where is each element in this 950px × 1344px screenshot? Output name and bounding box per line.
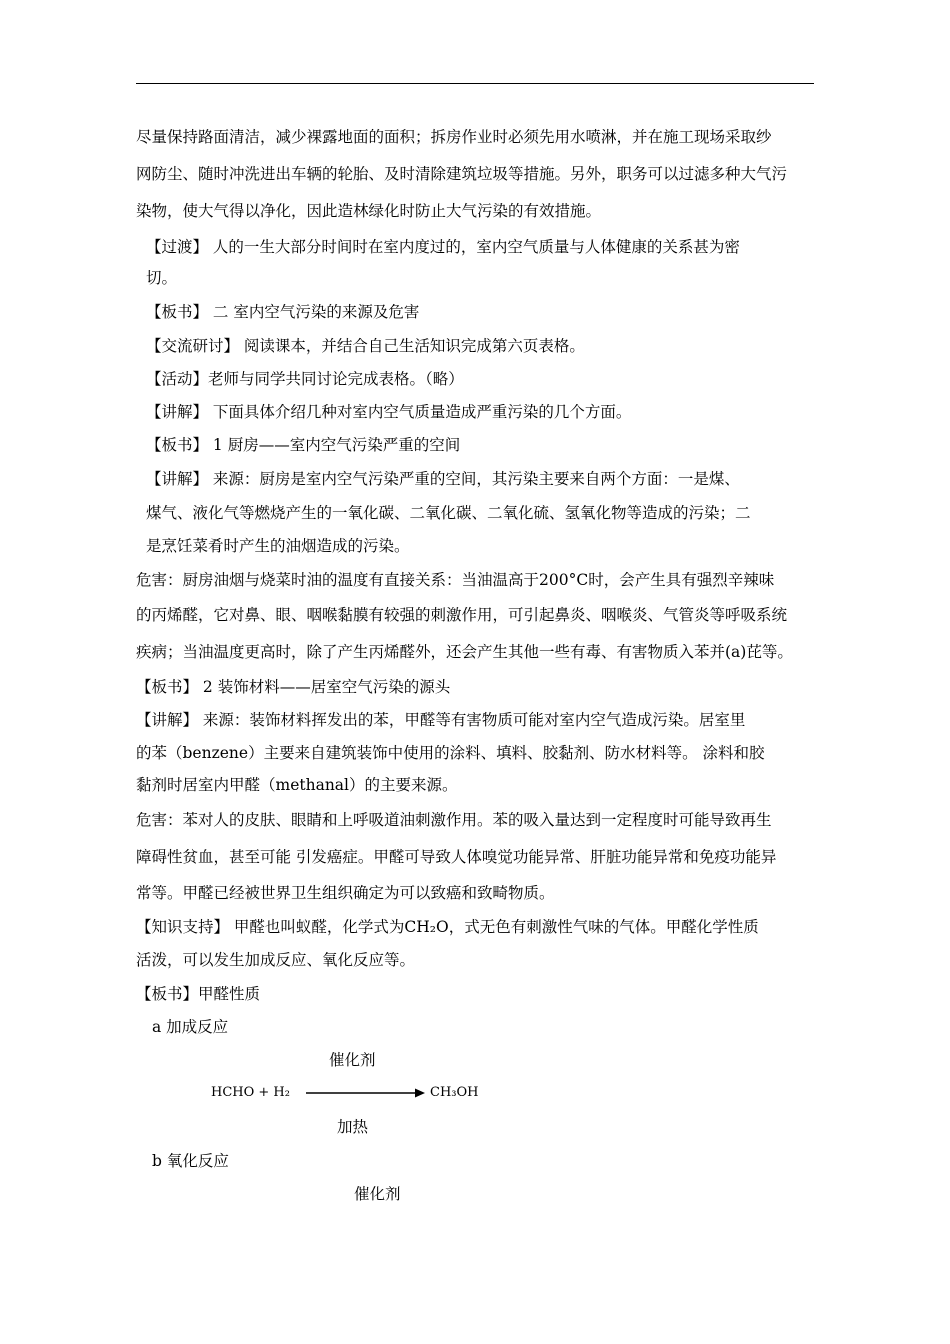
paragraph-line: 【板书】 2 装饰材料——居室空气污染的源头 bbox=[136, 678, 451, 696]
paragraph-line: 是烹饪菜肴时产生的油烟造成的污染。 bbox=[146, 537, 410, 555]
paragraph-line: 危害：苯对人的皮肤、眼睛和上呼吸道油刺激作用。苯的吸入量达到一定程度时可能导致再生 bbox=[136, 811, 772, 829]
reaction-a-label: a 加成反应 bbox=[152, 1018, 229, 1036]
reaction-a-condition: 加热 bbox=[337, 1118, 369, 1136]
paragraph-line: 的苯（benzene）主要来自建筑装饰中使用的涂料、填料、胶黏剂、防水材料等。 涂料和胶 bbox=[136, 744, 765, 762]
paragraph-line: 【过渡】 人的一生大部分时间时在室内度过的，室内空气质量与人体健康的关系甚为密 bbox=[146, 238, 740, 256]
paragraph-line: 切。 bbox=[146, 269, 178, 287]
reaction-a-catalyst: 催化剂 bbox=[329, 1051, 376, 1069]
paragraph-line: 煤气、液化气等燃烧产生的一氧化碳、二氧化碳、二氧化硫、氢氧化物等造成的污染；二 bbox=[146, 504, 751, 522]
paragraph-line: 【讲解】 来源：厨房是室内空气污染严重的空间，其污染主要来自两个方面：一是煤、 bbox=[146, 470, 740, 488]
paragraph-line: 尽量保持路面清洁，减少裸露地面的面积；拆房作业时必须先用水喷淋，并在施工现场采取纱 bbox=[136, 128, 772, 146]
paragraph-line: 黏剂时居室内甲醛（methanal）的主要来源。 bbox=[136, 776, 458, 794]
paragraph-line: 网防尘、随时冲洗进出车辆的轮胎、及时清除建筑垃圾等措施。另外，职务可以过滤多种大气污 bbox=[136, 165, 788, 183]
paragraph-line: 染物，使大气得以净化，因此造林绿化时防止大气污染的有效措施。 bbox=[136, 202, 602, 220]
paragraph-line: 障碍性贫血，甚至可能 引发癌症。甲醛可导致人体嗅觉功能异常、肝脏功能异常和免疫功能异 bbox=[136, 848, 777, 866]
paragraph-line: 【讲解】 来源：装饰材料挥发出的苯，甲醛等有害物质可能对室内空气造成污染。居室里 bbox=[136, 711, 746, 729]
paragraph-line: 【板书】 二 室内空气污染的来源及危害 bbox=[146, 303, 420, 321]
paragraph-line: 【交流研讨】 阅读课本，并结合自己生活知识完成第六页表格。 bbox=[146, 337, 585, 355]
reaction-b-label: b 氧化反应 bbox=[152, 1152, 229, 1170]
paragraph-line: 【活动】老师与同学共同讨论完成表格。（略） bbox=[146, 370, 464, 388]
paragraph-line: 常等。甲醛已经被世界卫生组织确定为可以致癌和致畸物质。 bbox=[136, 884, 555, 902]
paragraph-line: 【知识支持】 甲醛也叫蚁醛，化学式为CH₂O，式无色有刺激性气味的气体。甲醛化学性质 bbox=[136, 918, 759, 936]
reaction-arrow-icon bbox=[306, 1086, 426, 1100]
paragraph-line: 活泼，可以发生加成反应、氧化反应等。 bbox=[136, 951, 416, 969]
header-rule bbox=[136, 83, 814, 84]
reaction-a-product: CH₃OH bbox=[430, 1085, 479, 1100]
paragraph-line: 的丙烯醛，它对鼻、眼、咽喉黏膜有较强的刺激作用，可引起鼻炎、咽喉炎、气管炎等呼吸系统 bbox=[136, 606, 788, 624]
paragraph-line: 危害：厨房油烟与烧菜时油的温度有直接关系：当油温高于200°C时，会产生具有强烈辛辣味 bbox=[136, 571, 775, 589]
paragraph-line: 【板书】 1 厨房——室内空气污染严重的空间 bbox=[146, 436, 461, 454]
paragraph-line: 【板书】甲醛性质 bbox=[136, 985, 261, 1003]
reaction-a-reactants: HCHO + H₂ bbox=[211, 1085, 290, 1100]
paragraph-line: 疾病；当油温度更高时，除了产生丙烯醛外，还会产生其他一些有毒、有害物质入苯并(a)芘等。 bbox=[136, 643, 793, 661]
reaction-b-catalyst: 催化剂 bbox=[354, 1185, 401, 1203]
paragraph-line: 【讲解】 下面具体介绍几种对室内空气质量造成严重污染的几个方面。 bbox=[146, 403, 632, 421]
